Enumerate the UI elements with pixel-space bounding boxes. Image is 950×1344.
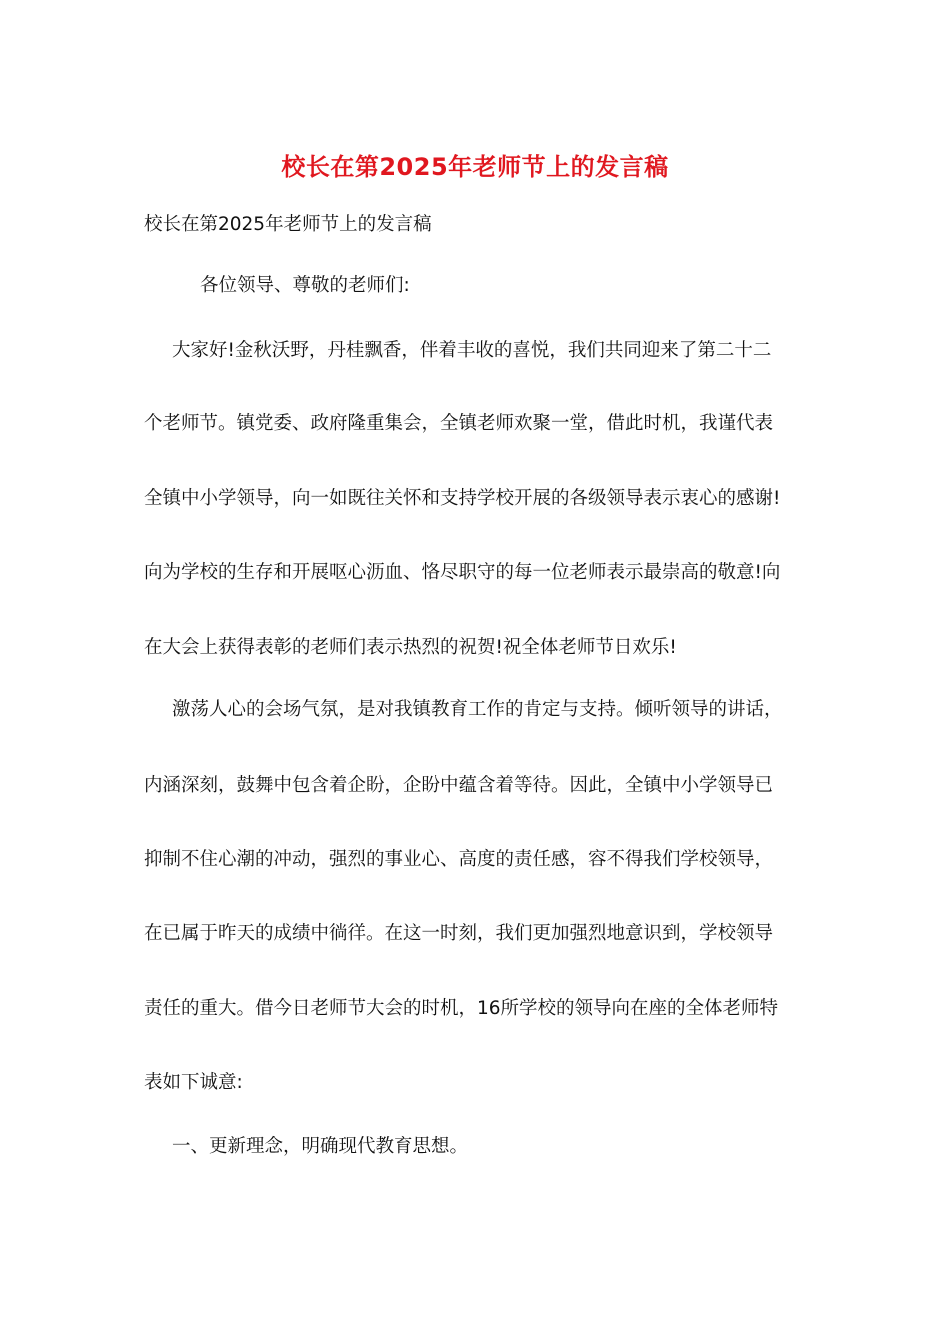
paragraph-line: 全镇中小学领导，向一如既往关怀和支持学校开展的各级领导表示衷心的感谢! <box>144 488 781 509</box>
paragraph-line: 个老师节。镇党委、政府隆重集会，全镇老师欢聚一堂，借此时机，我谨代表 <box>144 413 774 434</box>
paragraph-line: 在已属于昨天的成绩中徜徉。在这一时刻，我们更加强烈地意识到，学校领导 <box>144 923 774 944</box>
paragraph-line: 激荡人心的会场气氛，是对我镇教育工作的肯定与支持。倾听领导的讲话， <box>172 699 783 720</box>
document-subtitle: 校长在第2025年老师节上的发言稿 <box>144 214 432 235</box>
paragraph-line: 大家好!金秋沃野，丹桂飘香，伴着丰收的喜悦，我们共同迎来了第二十二 <box>172 340 772 361</box>
section-heading: 一、更新理念，明确现代教育思想。 <box>172 1136 469 1157</box>
paragraph-line: 内涵深刻，鼓舞中包含着企盼，企盼中蕴含着等待。因此，全镇中小学领导已 <box>144 775 774 796</box>
document-title: 校长在第2025年老师节上的发言稿 <box>281 153 669 181</box>
paragraph-line: 表如下诚意: <box>144 1072 243 1093</box>
paragraph-line: 抑制不住心潮的冲动，强烈的事业心、高度的责任感，容不得我们学校领导， <box>144 849 774 870</box>
salutation: 各位领导、尊敬的老师们: <box>200 275 410 296</box>
paragraph-line: 向为学校的生存和开展呕心沥血、恪尽职守的每一位老师表示最崇高的敬意!向 <box>144 562 781 583</box>
paragraph-line: 在大会上获得表彰的老师们表示热烈的祝贺!祝全体老师节日欢乐! <box>144 637 677 658</box>
paragraph-line: 责任的重大。借今日老师节大会的时机，16所学校的领导向在座的全体老师特 <box>144 998 779 1019</box>
